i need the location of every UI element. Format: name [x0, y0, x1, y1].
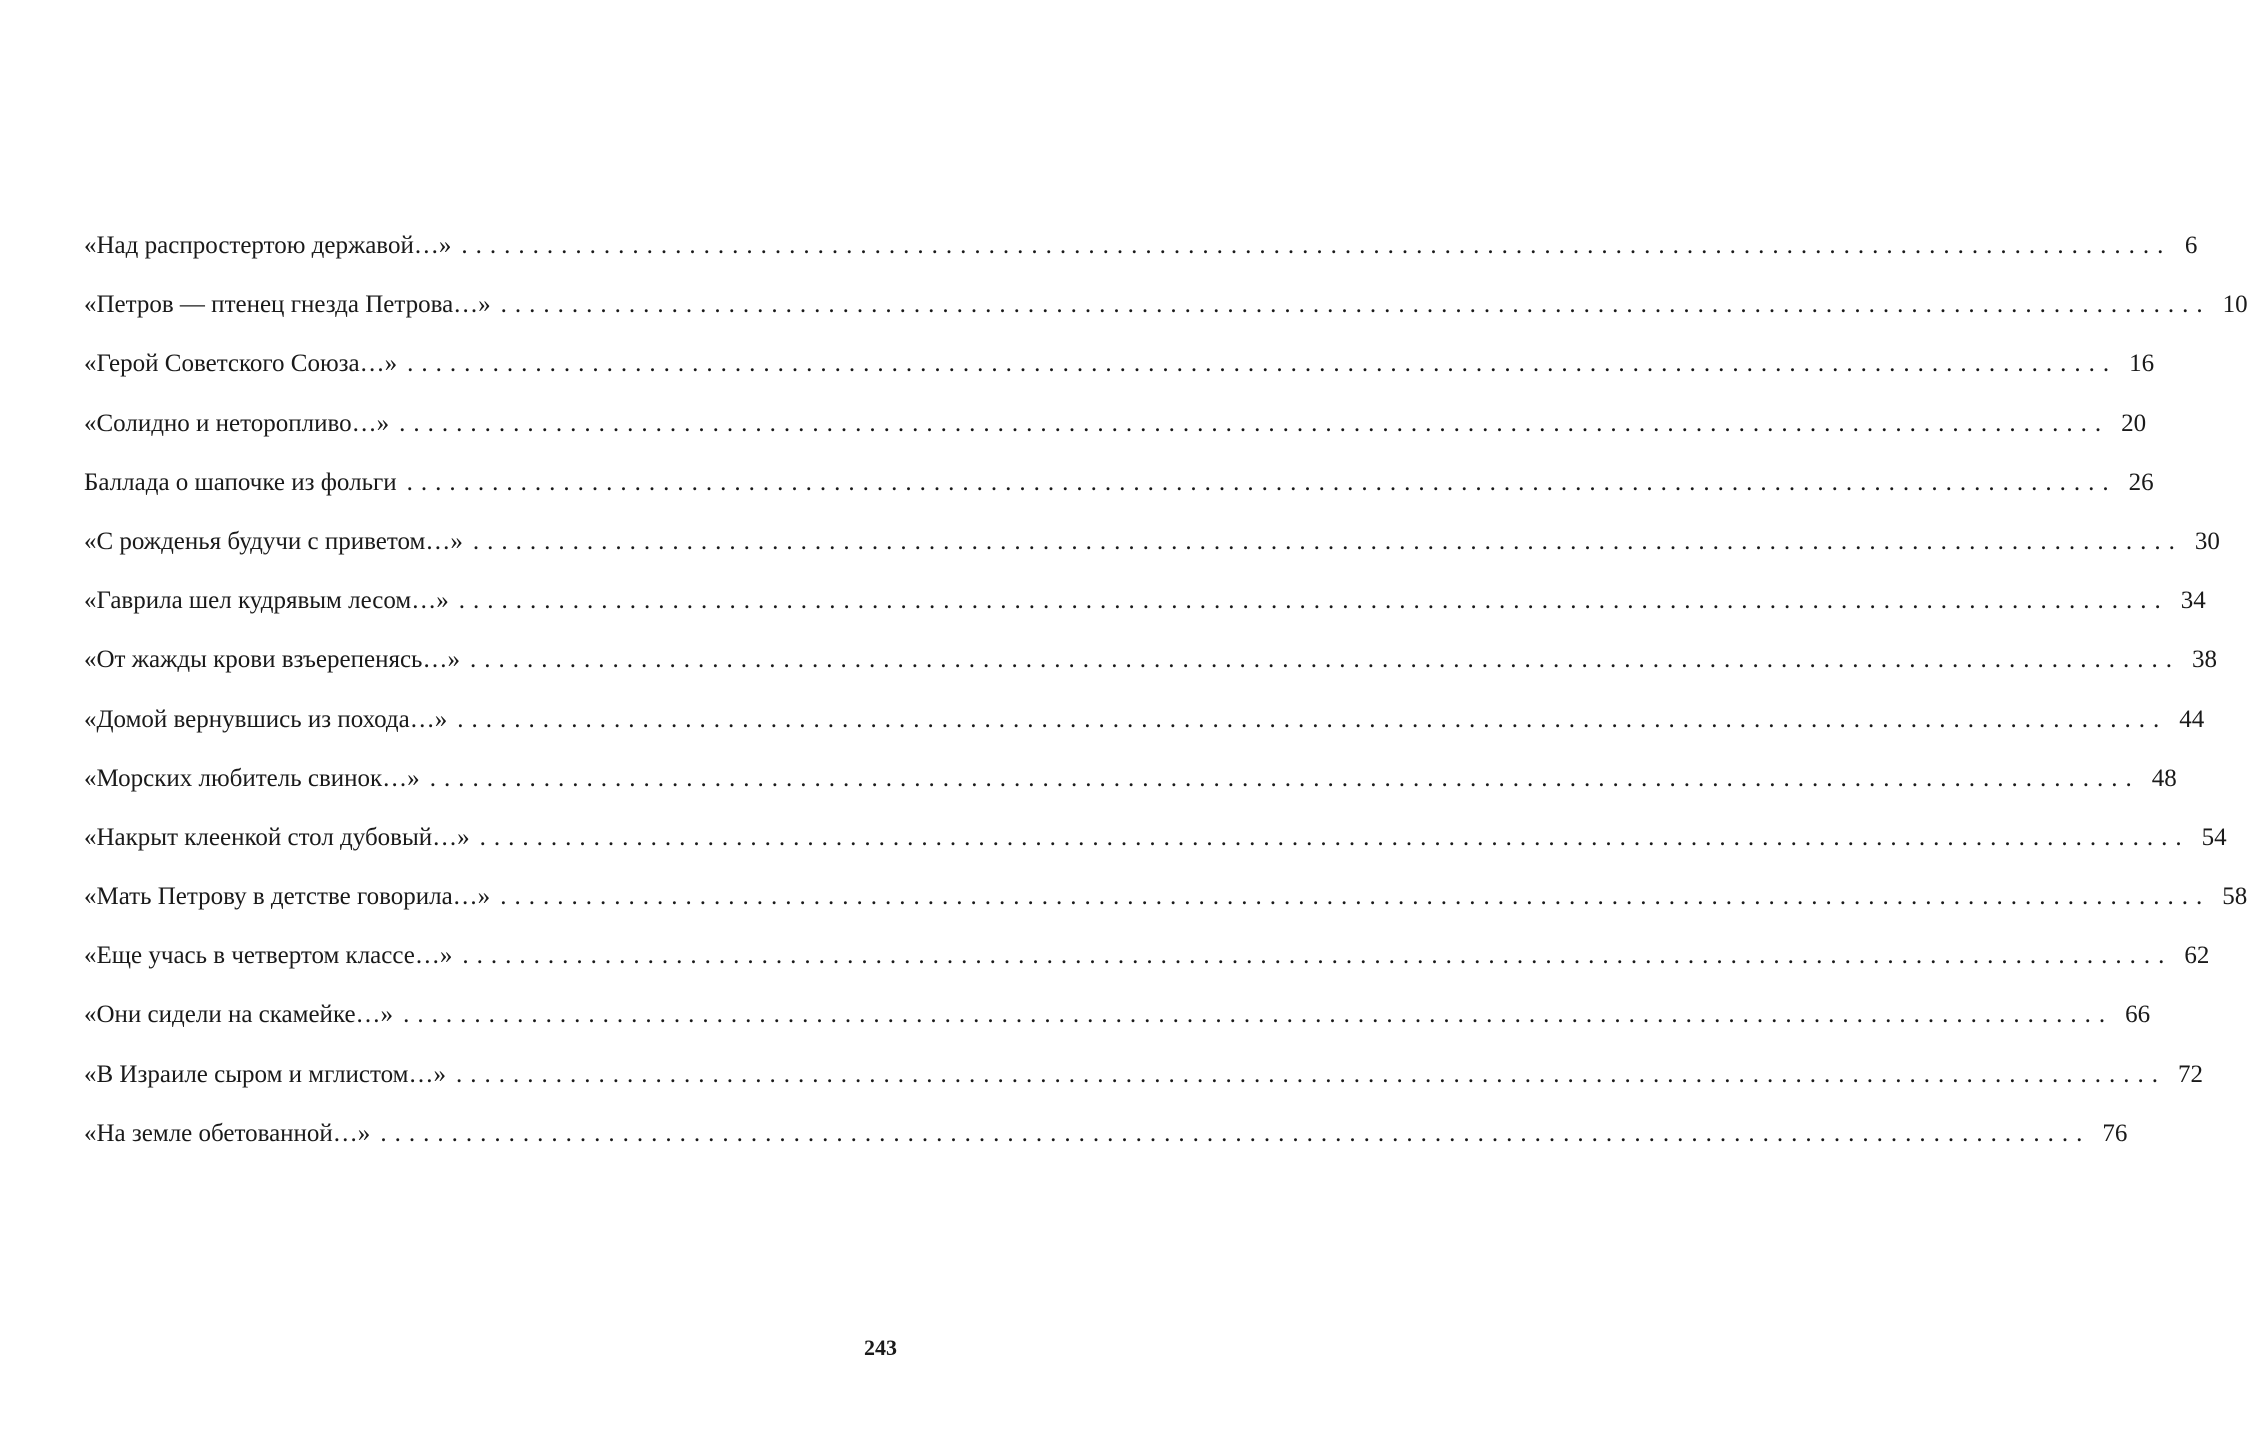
toc-entry-title: Баллада о шапочке из фольги	[84, 468, 397, 496]
toc-entry-page: 34	[2180, 587, 2206, 615]
toc-leader-dots: ........................................................................................................................	[461, 232, 2172, 259]
toc-entry-title: «От жажды крови взъерепенясь…»	[84, 646, 460, 674]
toc-leader-dots: ........................................................................................................................	[380, 1119, 2091, 1147]
toc-entry[interactable]	[84, 818, 2227, 877]
toc-entry[interactable]	[84, 700, 2205, 759]
toc-leader-dots: ........................................................................................................................	[457, 705, 2168, 733]
toc-entry-page: 62	[2184, 942, 2210, 970]
toc-entry[interactable]	[84, 285, 2248, 344]
toc-entry-title: «Гаврила шел кудрявым лесом…»	[84, 587, 449, 615]
toc-leader-dots: ........................................................................................................................	[455, 1060, 2166, 1088]
toc-leader-dots: ........................................................................................................................	[407, 350, 2118, 378]
toc-leader-dots: ........................................................................................................................	[462, 942, 2173, 970]
toc-entry-title: «На земле обетованной…»	[84, 1119, 371, 1147]
toc-leader-dots: ........................................................................................................................	[403, 1001, 2114, 1029]
toc-entry-page: 76	[2102, 1119, 2128, 1147]
toc-entry-title: «В Израиле сыром и мглистом…»	[84, 1060, 446, 1088]
toc-entry-page: 54	[2201, 823, 2227, 851]
toc-entry-page: 38	[2191, 646, 2217, 674]
toc-leader-dots: ........................................................................................................................	[429, 764, 2140, 792]
toc-entry[interactable]	[84, 995, 2151, 1054]
toc-entry-page: 48	[2151, 764, 2177, 792]
toc-entry-page: 16	[2129, 350, 2155, 378]
toc-entry[interactable]	[84, 522, 2220, 581]
toc-entry[interactable]	[84, 226, 2198, 285]
toc-entry-page: 20	[2121, 409, 2147, 437]
toc-entry[interactable]	[84, 581, 2206, 640]
toc-leader-dots: ........................................................................................................................	[500, 883, 2211, 911]
toc-entry-title: «Домой вернувшись из похода…»	[84, 705, 448, 733]
toc-leader-dots: ........................................................................................................................	[472, 527, 2183, 555]
toc-entry-page: 10	[2222, 291, 2248, 319]
toc-entry[interactable]	[84, 463, 2154, 522]
toc-entry-title: «Накрыт клеенкой стол дубовый…»	[84, 823, 470, 851]
toc-entry-title: «Мать Петрову в детстве говорила…»	[84, 883, 491, 911]
toc-leader-dots: ........................................................................................................................	[500, 291, 2211, 319]
toc-entry-title: «Они сидели на скамейке…»	[84, 1001, 394, 1029]
toc-entry-page: 44	[2179, 705, 2205, 733]
toc-entry[interactable]	[84, 640, 2217, 699]
toc-entry[interactable]	[84, 1055, 2203, 1114]
toc-entry-page: 58	[2222, 883, 2248, 911]
toc-entry[interactable]	[84, 877, 2248, 936]
toc-entry[interactable]	[84, 344, 2155, 403]
toc-entry-title: «С рожденья будучи с приветом…»	[84, 527, 463, 555]
toc-leader-dots: ........................................................................................................................	[469, 646, 2180, 674]
toc-leader-dots: ........................................................................................................................	[406, 468, 2117, 496]
toc-leader-dots: ........................................................................................................................	[458, 587, 2169, 615]
toc-entry-title: «Солидно и неторопливо…»	[84, 409, 390, 437]
table-of-contents	[84, 226, 2248, 1173]
toc-entry-page: 30	[2194, 527, 2220, 555]
toc-entry-title: «Морских любитель свинок…»	[84, 764, 420, 792]
toc-leader-dots: ........................................................................................................................	[479, 823, 2190, 851]
toc-entry-page: 72	[2177, 1060, 2203, 1088]
toc-entry-page: 26	[2128, 468, 2154, 496]
toc-entry-title: «Герой Советского Союза…»	[84, 350, 398, 378]
toc-entry[interactable]	[84, 759, 2177, 818]
page-number: 243	[864, 1335, 897, 1360]
toc-entry[interactable]	[84, 1114, 2128, 1173]
toc-leader-dots: ........................................................................................................................	[399, 409, 2110, 437]
toc-entry-page: 66	[2125, 1001, 2151, 1029]
toc-entry-title: «Петров — птенец гнезда Петрова…»	[84, 291, 491, 319]
toc-entry[interactable]	[84, 936, 2210, 995]
toc-entry-title: «Над распростертою державой…»	[84, 232, 452, 259]
toc-entry[interactable]	[84, 404, 2147, 463]
toc-entry-title: «Еще учась в четвертом классе…»	[84, 942, 453, 970]
toc-entry-page: 6	[2184, 232, 2198, 259]
